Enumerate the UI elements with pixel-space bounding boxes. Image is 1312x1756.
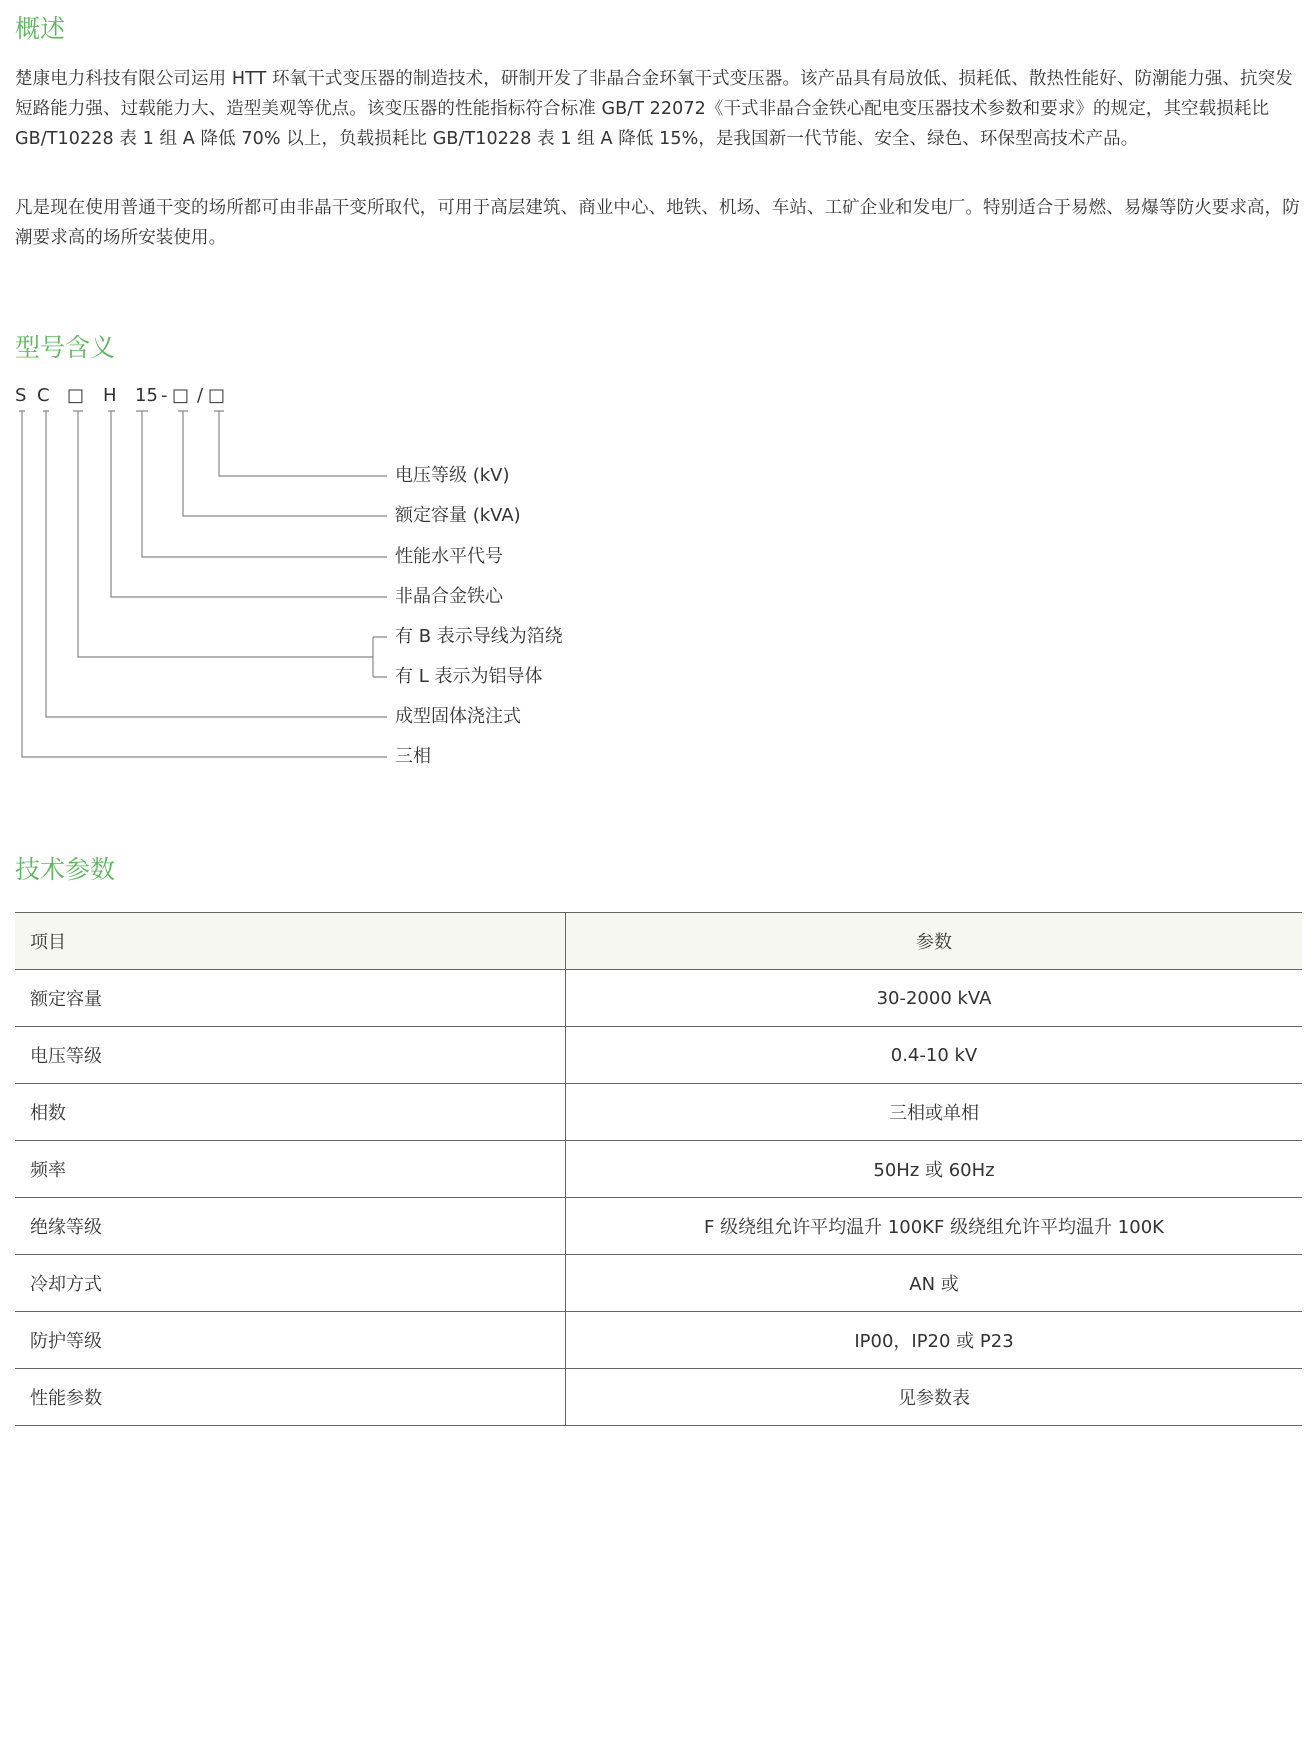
row-label: 相数: [15, 1084, 566, 1141]
row-label: 冷却方式: [15, 1255, 566, 1312]
label-cast: 成型固体浇注式: [395, 706, 521, 727]
code-char-h: H: [103, 385, 117, 406]
code-char-box-1: □: [67, 385, 85, 406]
line-performance: [136, 411, 387, 557]
code-char-box-3: □: [208, 385, 226, 406]
row-value: 50Hz 或 60Hz: [566, 1141, 1303, 1198]
label-aluminum: 有 L 表示为铝导体: [395, 666, 543, 687]
table-row: [15, 1141, 1302, 1198]
specs-title: 技术参数: [15, 855, 116, 884]
label-capacity: 额定容量 (kVA): [395, 505, 521, 526]
label-core: 非晶合金铁心: [395, 586, 503, 607]
table-row: [15, 970, 1302, 1027]
row-value: 30-2000 kVA: [566, 970, 1303, 1027]
row-label: 性能参数: [15, 1369, 566, 1426]
table-row: [15, 1084, 1302, 1141]
code-char-c: C: [37, 385, 50, 406]
label-foil: 有 B 表示导线为箔绕: [395, 626, 563, 647]
line-phase: [19, 411, 387, 757]
row-value: 见参数表: [566, 1369, 1303, 1426]
table-row: [15, 1369, 1302, 1426]
line-winding-bracket: [373, 637, 387, 677]
code-char-box-2: □: [172, 385, 190, 406]
table-header-row: [15, 913, 1302, 970]
row-value: IP00，IP20 或 P23: [566, 1312, 1303, 1369]
header-value: 参数: [566, 913, 1303, 970]
line-winding: [73, 411, 373, 657]
table-row: [15, 1312, 1302, 1369]
row-label: 电压等级: [15, 1027, 566, 1084]
header-item: 项目: [15, 913, 566, 970]
overview-paragraph-2: 凡是现在使用普通干变的场所都可由非晶干变所取代，可用于高层建筑、商业中心、地铁、机场、车站、工矿企业和发电厂。特别适合于易燃、易爆等防火要求高，防潮要求高的场所安装使用。: [15, 198, 1300, 248]
line-capacity: [178, 411, 387, 516]
row-label: 绝缘等级: [15, 1198, 566, 1255]
line-cast: [43, 411, 387, 717]
line-voltage: [214, 411, 387, 476]
table-row: [15, 1027, 1302, 1084]
code-char-s: S: [15, 385, 27, 406]
row-label: 额定容量: [15, 970, 566, 1027]
code-char-slash: /: [197, 385, 204, 406]
overview-paragraph-1: 楚康电力科技有限公司运用 HTT 环氧干式变压器的制造技术，研制开发了非晶合金环氧干式变压器。该产品具有局放低、损耗低、散热性能好、防潮能力强、抗突发短路能力强、过载能力大、造型美观等优点。该变压器的性能指标符合标准 GB/T 22072《干式非晶合金铁心配电变压器技术参数和要求》的规定，其空载损耗比 GB/T10228 表 1 组 A 降低 70% 以上，负载损耗比 GB/T10228 表 1 组 A 降低 15%，是我国新一代节能、安全、绿色、环保型高技术产品。: [15, 69, 1293, 149]
row-value: F 级绕组允许平均温升 100KF 级绕组允许平均温升 100K: [566, 1198, 1303, 1255]
model-title: 型号含义: [15, 333, 116, 362]
line-core: [108, 411, 387, 597]
model-diagram-lines: [15, 400, 415, 770]
table-row: [15, 1198, 1302, 1255]
row-value: AN 或: [566, 1255, 1303, 1312]
row-label: 频率: [15, 1141, 566, 1198]
code-char-15: 15: [135, 385, 158, 406]
row-value: 三相或单相: [566, 1084, 1303, 1141]
label-phase: 三相: [395, 746, 431, 767]
specs-table: [15, 912, 1302, 1426]
row-label: 防护等级: [15, 1312, 566, 1369]
label-performance: 性能水平代号: [395, 546, 503, 567]
overview-title: 概述: [15, 14, 66, 43]
table-row: [15, 1255, 1302, 1312]
label-voltage: 电压等级 (kV): [395, 465, 510, 486]
row-value: 0.4-10 kV: [566, 1027, 1303, 1084]
code-char-dash: -: [161, 385, 168, 406]
